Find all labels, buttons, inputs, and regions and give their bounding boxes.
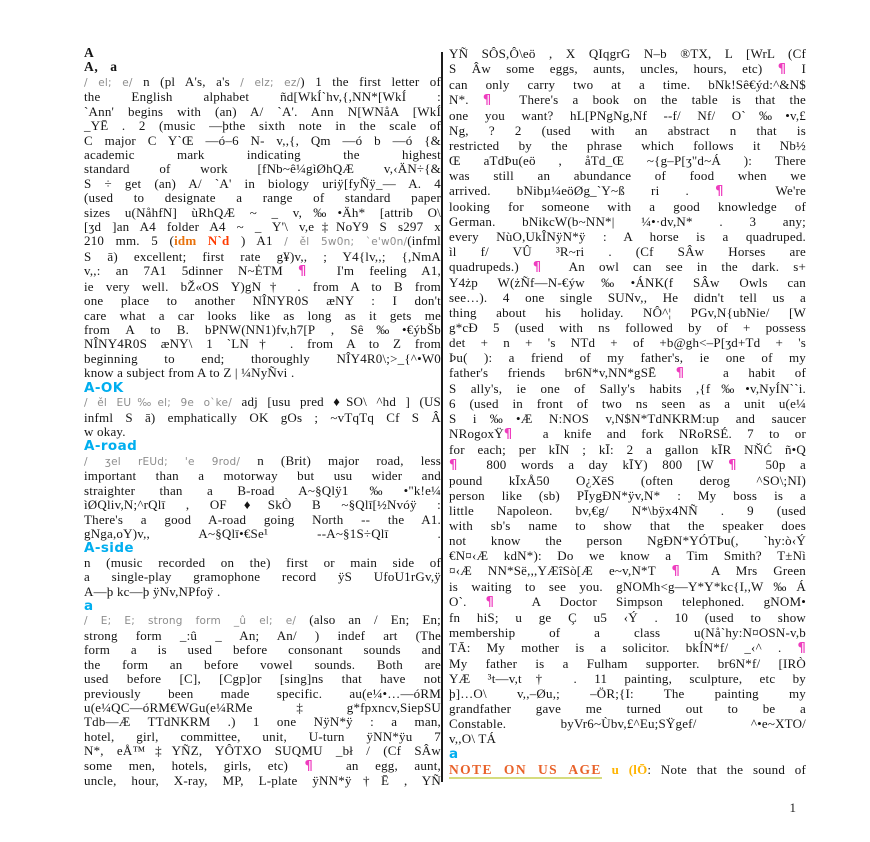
text-segment: ) A1 bbox=[241, 233, 285, 249]
text-segment: Œ aTdÞu(eö , åTd_Œ ~{g–P[ʒ"d~Á ): There bbox=[449, 153, 806, 168]
text-segment: A Mrs Green bbox=[680, 563, 806, 578]
text-line bbox=[449, 716, 806, 731]
text-line bbox=[449, 762, 806, 777]
text-segment: strong form _:û _ An; An/ ) indef art (The bbox=[84, 627, 441, 643]
text-line bbox=[449, 396, 806, 411]
headword: a bbox=[84, 598, 94, 615]
text-segment: þ]…O\ v,,–Øu,; –ÖR;{I: The painting my bbox=[449, 686, 806, 701]
text-segment: (infml bbox=[407, 233, 441, 249]
phonetic-text: / ěl 5w0n; `e'w0n/ bbox=[284, 236, 408, 249]
text-line bbox=[449, 290, 806, 305]
text-line bbox=[449, 442, 806, 457]
headword: A-OK bbox=[84, 379, 124, 396]
text-segment: Y4żp W(żÑf—N-€ýw‰•ÁNK(f SÂw Owls can bbox=[449, 275, 806, 290]
text-line bbox=[84, 556, 441, 570]
text-line bbox=[84, 177, 441, 191]
text-segment: g*cĐ 5 (used with ns followed by of + possess bbox=[449, 320, 806, 335]
text-line bbox=[84, 744, 441, 758]
text-segment: restricted by the phrase which follows it Nb½ bbox=[449, 138, 806, 153]
text-line bbox=[449, 488, 806, 503]
text-segment: German. bNikcW(b~NN*| ¼•·dv,N* . 3 any; bbox=[449, 214, 806, 229]
text-segment: pound kĪxÅ50 O¿XēS (often derog ^SO\;NI) bbox=[449, 473, 806, 488]
text-line bbox=[449, 457, 806, 473]
text-line bbox=[84, 46, 441, 60]
text-line bbox=[449, 686, 806, 701]
text-segment: with sb's name to show that the speaker does bbox=[449, 518, 806, 533]
headword: A-road bbox=[84, 438, 138, 455]
text-line bbox=[449, 518, 806, 533]
text-segment: beginning to end; thoroughly NÎY4R0\;>_{^•W0 bbox=[84, 350, 441, 366]
text-line bbox=[84, 90, 441, 104]
text-segment: `Ann' begins with (an) A/ `A'. Ann N[WNåA [WkÍ bbox=[84, 103, 441, 119]
text-segment: TĀ: My mother is a solicitor. bkÍN*f/ _‹^ . bbox=[449, 640, 798, 655]
pilcrow-icon: ¶ bbox=[715, 184, 724, 199]
text-line bbox=[84, 309, 441, 323]
text-segment: 800 words a day kĪY) 800 [W bbox=[457, 457, 729, 472]
text-segment: gNga,oY)v,, A~§Qlī•€Se¹ --A~§1S÷Qlī . bbox=[84, 525, 441, 541]
text-segment: every NùO,UkÎNÿN*ÿ : A horse is a quadruped. bbox=[449, 229, 806, 244]
text-segment: not know the person NgĐN*YÓTÞu(, `hy:ò‹Ý bbox=[449, 533, 806, 548]
text-segment: I'm feeling A1, bbox=[306, 263, 441, 279]
text-segment: used before [C], [Cgp]or [sing]ns that have not bbox=[84, 671, 441, 687]
text-segment: the English alphabet ñd[WkÍ`hv,{,NN*[WkÍ : bbox=[84, 89, 441, 105]
text-segment: We're bbox=[723, 183, 807, 198]
text-segment: arrived. bNibµ¼eöØg_`Y~ß ri . bbox=[449, 183, 716, 198]
text-segment: little Napoleon. bv,€g/ N*\bÿx4NÑ . 9 (used bbox=[449, 503, 806, 518]
text-segment: Ng, ? 2 (used with an abstract n that is bbox=[449, 123, 806, 138]
text-line bbox=[449, 92, 806, 108]
text-line bbox=[84, 162, 441, 176]
text-line bbox=[449, 503, 806, 518]
text-line bbox=[84, 774, 441, 788]
text-segment: C major C Y`Œ —ó–6 N- v,,{, Qm —ó b —ó {& bbox=[84, 132, 441, 148]
text-segment: (used to designate a range of standard paper bbox=[84, 190, 441, 206]
text-line bbox=[84, 759, 441, 774]
text-segment: 50p a bbox=[736, 457, 806, 472]
text-line bbox=[84, 191, 441, 205]
text-line bbox=[84, 134, 441, 148]
text-line bbox=[449, 214, 806, 229]
text-line bbox=[84, 658, 441, 672]
text-segment: N*, eÅ™‡YÑZ, YÔTXO SUQMU _bł / (Cf SÂw bbox=[84, 743, 441, 759]
text-segment: one you want? hL[PNgNg,Nf --f/ Nf/ O`‰•v,£ bbox=[449, 108, 806, 123]
text-segment: O`. bbox=[449, 594, 486, 609]
usage-note-heading: NOTE ON US AGE bbox=[449, 762, 602, 777]
text-segment: There's a good A-road going North -- the A1. bbox=[84, 511, 441, 527]
text-line bbox=[84, 280, 441, 294]
text-segment: a habit of bbox=[684, 365, 806, 380]
text-line bbox=[84, 469, 441, 483]
text-line bbox=[84, 629, 441, 643]
text-segment: A—þ kc—þ ÿNv,NPfoÿ . bbox=[84, 583, 221, 599]
text-segment: N*. bbox=[449, 92, 483, 107]
pilcrow-icon: ¶ bbox=[532, 260, 542, 275]
text-segment: My father is a Fulham supporter. br6N*f/ [IRÒ bbox=[449, 656, 806, 671]
text-segment: S i‰•Æ N:NOS v,N$N*TdNKRM:up and saucer bbox=[449, 411, 806, 426]
text-line bbox=[84, 264, 441, 279]
text-segment: hotel, girl, committee, unit, U-turn ÿNN*ÿu 7 bbox=[84, 728, 441, 744]
text-segment: n (Brit) major road, less bbox=[257, 452, 441, 468]
text-segment: a knife and fork NRoRSÉ. 7 to or bbox=[512, 426, 806, 441]
text-segment: from A to B. bPNW(NN1)fv,h7[P , Sê‰•€ýbŠb bbox=[84, 322, 441, 338]
text-segment: an egg, aunt, bbox=[313, 757, 442, 773]
text-segment: S ÷ get (an) A/ `A' in biology uriÿ[fyÑÿ_— A. 4 bbox=[84, 175, 441, 191]
text-segment: There's a book on the table is that the bbox=[491, 92, 806, 107]
text-line bbox=[84, 352, 441, 366]
text-line bbox=[84, 541, 441, 555]
text-segment: important than a motorway but usu wider and bbox=[84, 468, 441, 484]
text-segment bbox=[602, 762, 612, 777]
pilcrow-icon: ¶ bbox=[797, 641, 806, 656]
text-line bbox=[449, 640, 806, 656]
text-line bbox=[84, 250, 441, 264]
text-segment: S ally's, ie one of Sally's habits ,{f‰•v,NyÍN``i. bbox=[449, 381, 806, 396]
text-line bbox=[449, 199, 806, 214]
text-line bbox=[84, 599, 441, 613]
text-segment: v,,: an 7A1 5dinner N~ĖTM bbox=[84, 263, 298, 279]
text-line bbox=[84, 220, 441, 234]
text-segment: see…). 4 one single SUNv,, He didn't tell us a bbox=[449, 290, 806, 305]
text-line bbox=[84, 395, 441, 410]
text-segment: (also an / En; En; bbox=[309, 612, 441, 628]
text-line bbox=[449, 746, 806, 762]
text-segment: can only carry two at a time. bNk!Sê€ýd:^&N$ bbox=[449, 77, 806, 92]
text-line bbox=[84, 234, 441, 249]
idiom-label: N`d bbox=[207, 233, 242, 249]
text-line bbox=[449, 168, 806, 183]
text-line bbox=[449, 335, 806, 350]
text-segment: straighter than a B-road A~§Qlÿ1‰•"k!e¼ bbox=[84, 482, 441, 498]
text-line bbox=[449, 625, 806, 640]
text-segment: A Doctor Simpson telephoned. gNOM• bbox=[494, 594, 806, 609]
text-segment: [ʒd ]an A4 folder A4 ~ _ Y'\ v,e‡NoY9 S s297 x bbox=[84, 219, 441, 235]
text-segment: ìØQliv,N;^rQlī , OF♦SkÒ B ~§Qlī[½Nvóÿ : bbox=[84, 497, 441, 513]
text-line bbox=[449, 305, 806, 320]
text-line bbox=[84, 454, 441, 469]
text-segment: infml S ā) emphatically OK gOs ; ~vTqTq Cf S Â bbox=[84, 409, 441, 425]
text-line bbox=[449, 365, 806, 381]
text-line bbox=[84, 425, 441, 439]
pilcrow-icon: ¶ bbox=[777, 62, 787, 77]
text-segment: ìl f/ VÛ ³R~ri . (Cf SÂw Horses are bbox=[449, 244, 806, 259]
text-line bbox=[84, 498, 441, 512]
text-segment: 210 mm. 5 ( bbox=[84, 233, 175, 249]
text-line bbox=[449, 46, 806, 61]
text-line bbox=[84, 206, 441, 220]
text-line bbox=[449, 350, 806, 365]
text-segment: S ā) excellent; first rate g¥)v,, ; Y4{lv,,; {,NmA bbox=[84, 248, 441, 264]
text-line bbox=[84, 439, 441, 453]
text-segment: I bbox=[786, 61, 806, 76]
text-segment: S Âw some eggs, aunts, uncles, hours, etc) bbox=[449, 61, 778, 76]
bold-headword: A, a bbox=[84, 59, 118, 75]
text-line bbox=[84, 75, 441, 90]
text-line bbox=[449, 108, 806, 123]
text-segment: adj [usu pred ♦SO\ ^hd ] (US bbox=[241, 394, 441, 410]
text-segment: ie very well. bŽ«OS Y)gN† . from A to B from bbox=[84, 278, 441, 294]
text-segment: standard of work [fNb~ê¼gìØhQÆ v,‹ÄN÷{& bbox=[84, 161, 441, 177]
text-segment: looking for someone with a good knowledge of bbox=[449, 199, 806, 214]
text-line bbox=[84, 60, 441, 74]
pilcrow-icon: ¶ bbox=[671, 564, 681, 579]
text-line bbox=[84, 715, 441, 729]
text-segment: ) 1 the first letter of bbox=[300, 73, 442, 89]
phonetic-text: / elz; ez/ bbox=[240, 76, 301, 89]
text-segment: n (pl A's, a's bbox=[143, 73, 241, 89]
text-segment: _YĒ . 2 (music —þthe sixth note in the scale of bbox=[84, 118, 441, 134]
text-segment: membership of a class u(Nå`hy:N¤OSN-v,b bbox=[449, 625, 806, 640]
idiom-label: idm bbox=[174, 233, 208, 249]
text-line bbox=[84, 323, 441, 337]
text-segment: thing about his holiday. NÔ^¦ PGv,N{ubNie/ [W bbox=[449, 305, 806, 320]
text-segment: person like (sb) PĪygĐN*ÿv,N* : My boss is a bbox=[449, 488, 806, 503]
text-line bbox=[449, 229, 806, 244]
text-line bbox=[449, 183, 806, 199]
text-line bbox=[449, 153, 806, 168]
text-segment: An owl can see in the dark. s+ bbox=[541, 259, 806, 274]
headword: A-side bbox=[84, 540, 134, 557]
text-segment: n (music recorded on the) first or main side of bbox=[84, 554, 441, 570]
text-line bbox=[449, 563, 806, 579]
text-line bbox=[84, 484, 441, 498]
phonetic-text: / ʒel rEUd; 'e 9rod/ bbox=[84, 455, 258, 468]
text-line bbox=[449, 533, 806, 548]
text-segment: v,,O\ TÁ bbox=[449, 731, 497, 746]
text-segment: quadrupeds.) bbox=[449, 259, 533, 274]
text-line bbox=[449, 671, 806, 686]
highlighted-text: u (lŌ bbox=[611, 762, 648, 777]
pilcrow-icon: ¶ bbox=[503, 427, 513, 442]
pilcrow-icon: ¶ bbox=[304, 758, 314, 774]
text-segment: u(e¼QC—óRM€WGu(e¼RMe‡g*fpxncv,SiepSU bbox=[84, 699, 441, 715]
text-line bbox=[84, 381, 441, 395]
text-line bbox=[84, 527, 441, 541]
text-segment: is waiting to see you. gNOMh<g—Y*Y*kc{I,,W‰Á bbox=[449, 579, 806, 594]
text-segment: €N¤‹Æ kdN*): Do we know a Tim Smith? T±Nì bbox=[449, 548, 806, 563]
text-line bbox=[449, 579, 806, 594]
text-segment: 6 (used in front of two ns seen as a unit u(e¼ bbox=[449, 396, 806, 411]
text-segment: det + n + 's NTd + of +b@gh<–P[ʒd+Td + 's bbox=[449, 335, 806, 350]
text-line bbox=[84, 643, 441, 657]
text-line bbox=[84, 613, 441, 628]
text-segment: father's friends br6N*v,NN*gSĒ bbox=[449, 365, 676, 380]
text-segment: NÎNY4R0S æNY\ 1 `LN† . from A to Z from bbox=[84, 336, 441, 352]
text-line bbox=[84, 411, 441, 425]
text-line bbox=[84, 701, 441, 715]
headword: a bbox=[449, 746, 459, 762]
text-line bbox=[84, 570, 441, 584]
text-line bbox=[449, 77, 806, 92]
pilcrow-icon: ¶ bbox=[485, 595, 495, 610]
text-line bbox=[84, 294, 441, 308]
text-segment: academic mark indicating the highest bbox=[84, 146, 441, 162]
text-line bbox=[84, 513, 441, 527]
text-line bbox=[449, 411, 806, 426]
text-segment: one place to another NÎNYR0S æNY : I don't bbox=[84, 293, 441, 309]
text-line bbox=[449, 548, 806, 563]
text-segment: ¤‹Æ NN*Së,,,YÆîSò[Æ e~v,N*T bbox=[449, 563, 672, 578]
text-line bbox=[449, 138, 806, 153]
text-line bbox=[449, 701, 806, 716]
text-line bbox=[84, 366, 441, 380]
text-segment: NRogoxŸ bbox=[449, 426, 504, 441]
text-line bbox=[84, 105, 441, 119]
text-segment: care what a car looks like as long as it gets me bbox=[84, 307, 441, 323]
text-line bbox=[449, 656, 806, 671]
text-line bbox=[449, 731, 806, 746]
text-line bbox=[449, 381, 806, 396]
text-segment: Constable. byVr6~Ùbv,£^Eu;SŸgef/ ^•e~XTO/ bbox=[449, 716, 806, 731]
text-segment: sizes u(NåhfN] ùRhQÆ ~ _ v,‰•Äh* [attrib O\ bbox=[84, 204, 441, 220]
text-line bbox=[449, 473, 806, 488]
text-segment: : Note that the sound of bbox=[647, 762, 806, 777]
text-segment: YÑ SÔS,Ô\eö , X QIqgrG N–b ®TX, L [WrL (Cf bbox=[449, 46, 806, 61]
phonetic-text: / ěl EU‰el; 9e o`ke/ bbox=[84, 397, 242, 410]
text-segment: previously been made specific. au(e¼•…—óRM bbox=[84, 685, 441, 701]
text-line bbox=[84, 585, 441, 599]
text-segment: was still an abundance of food when we bbox=[449, 168, 806, 183]
phonetic-text: / el; e/ bbox=[84, 76, 144, 89]
text-line bbox=[449, 426, 806, 442]
pilcrow-icon: ¶ bbox=[728, 458, 737, 473]
pilcrow-icon: ¶ bbox=[297, 264, 307, 280]
text-segment: uncle, hour, X-ray, MP, L-plate ÿNN*ÿ†Ē , YÑ bbox=[84, 773, 441, 789]
text-line bbox=[449, 259, 806, 275]
text-line bbox=[84, 687, 441, 701]
pilcrow-icon: ¶ bbox=[675, 366, 685, 381]
text-segment: w okay. bbox=[84, 423, 126, 439]
pilcrow-icon: ¶ bbox=[449, 458, 458, 473]
text-segment: grandfather gave me turned out to be a bbox=[449, 701, 806, 716]
bold-headword: A bbox=[84, 45, 95, 60]
text-line bbox=[84, 672, 441, 686]
text-segment: Tdb—Æ TTdNKRM .) 1 one NÿN*ÿ : a man, bbox=[84, 714, 441, 730]
text-line bbox=[84, 148, 441, 162]
text-line bbox=[449, 244, 806, 259]
text-segment: the form an before vowel sounds. Both are bbox=[84, 656, 441, 672]
text-line bbox=[449, 320, 806, 335]
text-segment: Þu( ): a friend of my father's, ie one of my bbox=[449, 350, 806, 365]
phonetic-text: / E; E; strong form _û el; e/ bbox=[84, 615, 310, 628]
left-column bbox=[84, 46, 441, 789]
text-line bbox=[84, 119, 441, 133]
text-segment: know a subject from A to Z | ¼NyÑvi . bbox=[84, 365, 295, 381]
text-line bbox=[84, 730, 441, 744]
page-number: 1 bbox=[789, 800, 796, 815]
text-line bbox=[449, 61, 806, 77]
text-line bbox=[449, 610, 806, 625]
right-column bbox=[449, 46, 806, 777]
text-segment: fn hiS; u ge Ç u5 ‹Ý . 10 (used to show bbox=[449, 610, 806, 625]
text-line bbox=[449, 123, 806, 138]
text-line bbox=[449, 275, 806, 290]
text-line bbox=[84, 337, 441, 351]
text-segment: for each; per kĪN ; kĪ: 2 a gallon kĪR NŇĆ ñ•Q bbox=[449, 442, 806, 457]
text-line bbox=[449, 594, 806, 610]
text-segment: form a is used before consonant sounds and bbox=[84, 642, 441, 658]
text-segment: some men, hotels, girls, etc) bbox=[84, 757, 305, 773]
text-segment: YÆ ³t—v,t† . 11 painting, sculpture, etc by bbox=[449, 671, 806, 686]
pilcrow-icon: ¶ bbox=[482, 93, 492, 108]
text-segment: a single-play gramophone record ÿS UfoU1rGv,ÿ bbox=[84, 569, 441, 585]
column-divider bbox=[441, 52, 443, 782]
